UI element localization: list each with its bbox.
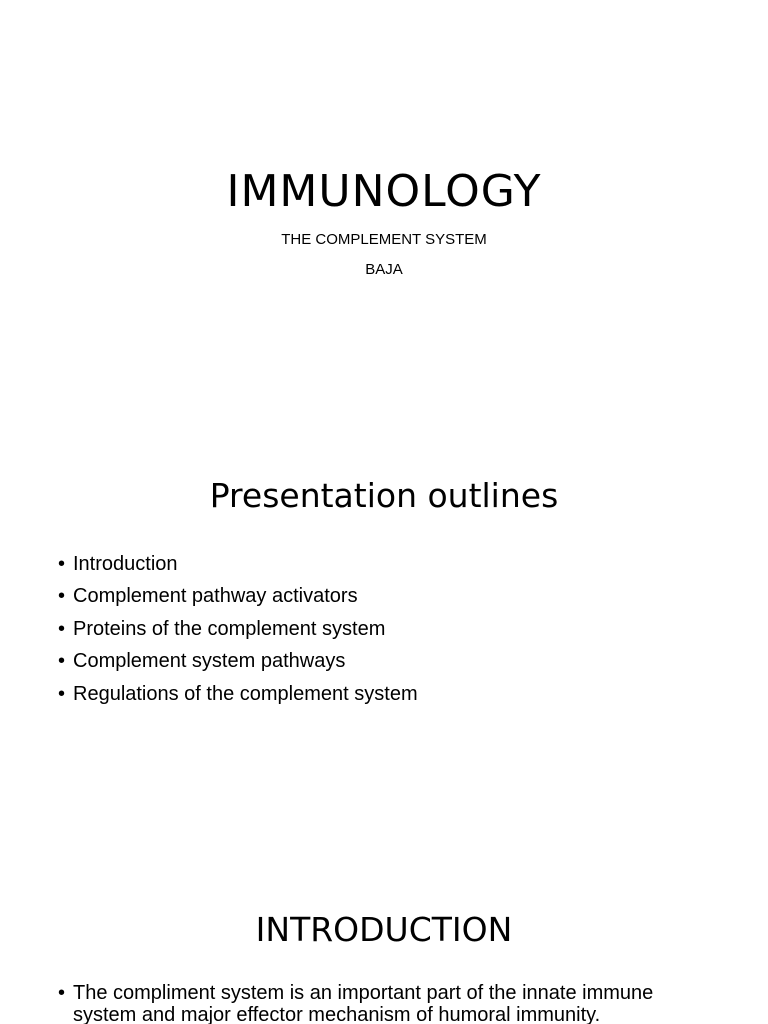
introduction-slide xyxy=(0,864,768,1024)
bullet-item xyxy=(58,982,708,1024)
outline-heading: Presentation outlines xyxy=(209,476,559,515)
slide-title: IMMUNOLOGY xyxy=(226,166,542,217)
introduction-heading: INTRODUCTION xyxy=(255,910,513,949)
bullet-text: Introduction xyxy=(73,553,178,575)
outline-bullet-list xyxy=(58,548,418,710)
bullet-item xyxy=(58,645,418,677)
introduction-bullet-list xyxy=(58,982,708,1024)
slide-author: BAJA xyxy=(365,261,403,278)
outline-slide xyxy=(0,432,768,864)
bullet-icon: • xyxy=(58,553,66,575)
bullet-text: Complement system pathways xyxy=(73,650,346,673)
bullet-icon: • xyxy=(58,650,66,673)
bullet-icon: • xyxy=(58,617,66,640)
slide-subtitle: THE COMPLEMENT SYSTEM xyxy=(281,231,487,248)
bullet-text: Proteins of the complement system xyxy=(73,617,386,640)
bullet-text: Regulations of the complement system xyxy=(73,682,418,705)
bullet-item xyxy=(58,548,418,580)
bullet-text: The compliment system is an important part of the innate immune system and major effector mechanism of humoral immunity. xyxy=(73,982,654,1024)
bullet-icon: • xyxy=(58,982,66,1004)
bullet-icon: • xyxy=(58,585,66,608)
bullet-text: Complement pathway activators xyxy=(73,585,358,608)
bullet-item xyxy=(58,580,418,612)
bullet-icon: • xyxy=(58,682,66,705)
bullet-item xyxy=(58,678,418,710)
title-slide xyxy=(0,0,768,432)
bullet-item xyxy=(58,613,418,645)
